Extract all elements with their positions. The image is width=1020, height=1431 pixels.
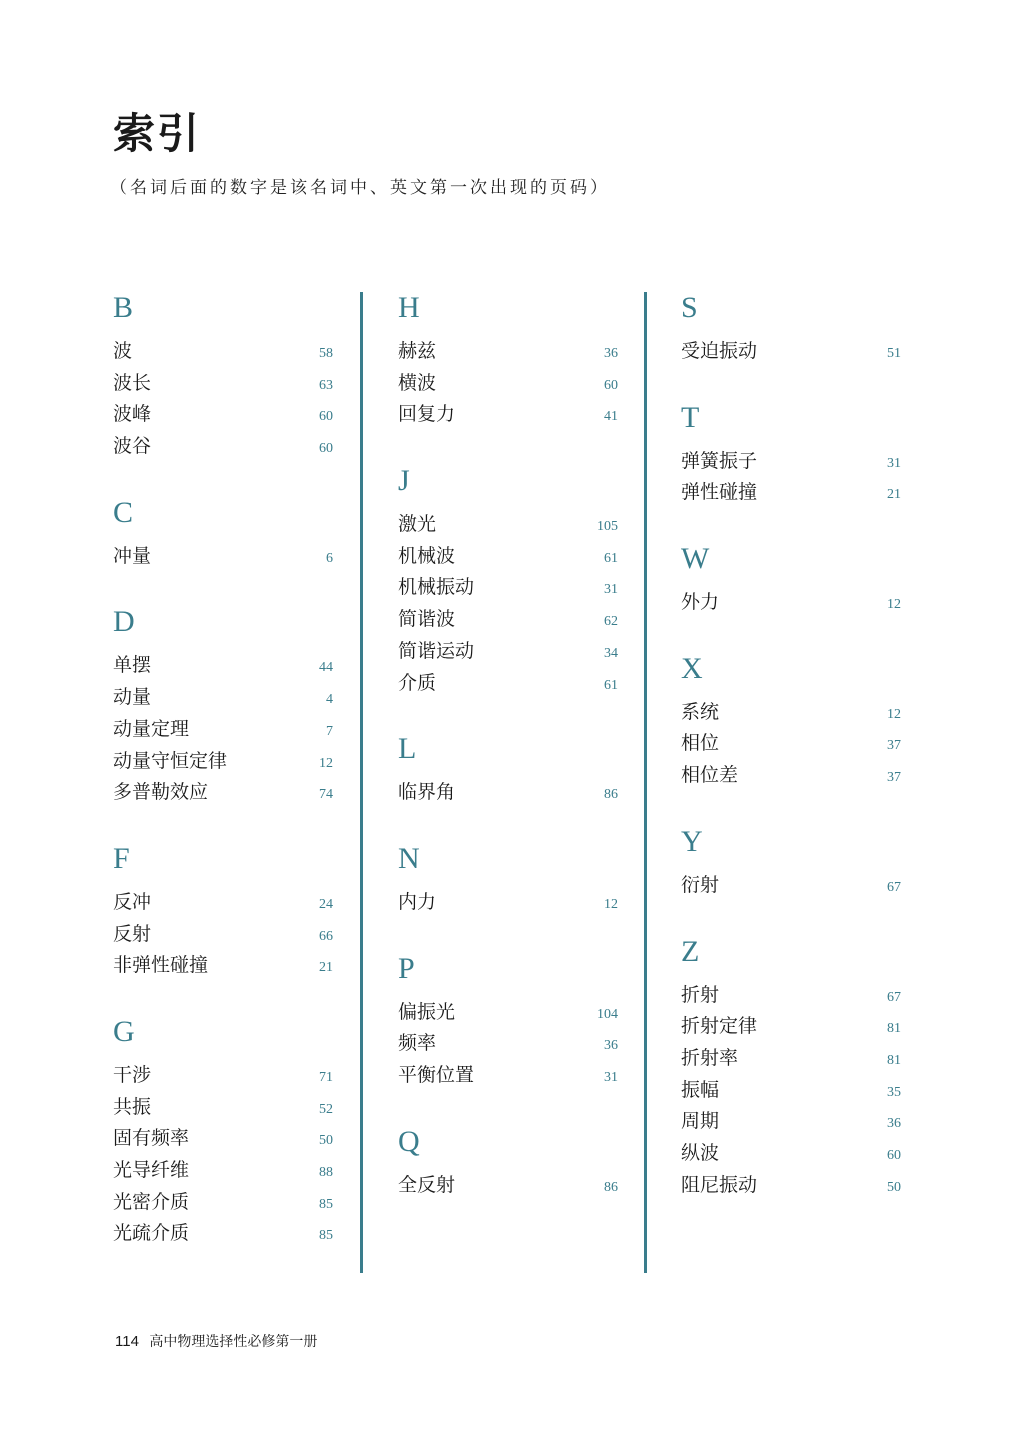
index-section xyxy=(113,1014,333,1250)
index-entry xyxy=(681,1138,901,1170)
index-entry xyxy=(681,446,901,478)
section-letter-heading: N xyxy=(398,841,420,875)
index-page-number: 31 xyxy=(604,1069,618,1085)
index-section xyxy=(398,463,618,699)
index-entry xyxy=(113,1092,333,1124)
index-term: 光疏介质 xyxy=(113,1222,190,1245)
index-page-number: 35 xyxy=(887,1084,901,1100)
index-entry xyxy=(681,728,901,760)
index-entry xyxy=(681,760,901,792)
column-divider xyxy=(644,292,647,1273)
index-page-number: 36 xyxy=(604,346,618,361)
index-page-number: 67 xyxy=(887,989,901,1005)
index-term: 频率 xyxy=(398,1032,437,1055)
index-section xyxy=(398,290,618,431)
index-page-number: 7 xyxy=(326,723,333,739)
index-entry xyxy=(398,636,618,668)
index-section xyxy=(113,841,333,982)
index-term: 简谐波 xyxy=(398,608,456,631)
index-entry xyxy=(113,650,333,682)
index-entry xyxy=(398,541,618,573)
index-entry xyxy=(113,1155,333,1187)
index-page-number: 85 xyxy=(319,1196,333,1212)
footer-book-title: 高中物理选择性必修第一册 xyxy=(149,1334,318,1350)
index-term: 相位 xyxy=(681,732,720,755)
index-page-number: 36 xyxy=(887,1116,901,1132)
index-entry xyxy=(681,1075,901,1107)
index-page-number: 58 xyxy=(319,346,333,361)
index-term: 内力 xyxy=(398,890,437,913)
index-page-number: 37 xyxy=(887,770,901,786)
index-page-number: 66 xyxy=(319,928,333,944)
index-entry xyxy=(681,980,901,1012)
section-letter-heading: D xyxy=(113,605,135,639)
index-page-number: 61 xyxy=(604,677,618,693)
index-entry xyxy=(398,997,618,1029)
index-term: 阻尼振动 xyxy=(681,1173,758,1196)
index-entry xyxy=(398,1170,618,1202)
index-page-number: 34 xyxy=(604,645,618,661)
index-entry xyxy=(681,587,901,619)
section-letter-heading: Z xyxy=(681,934,700,968)
index-entry xyxy=(398,336,618,368)
index-term: 固有频率 xyxy=(113,1127,190,1150)
index-term: 光密介质 xyxy=(113,1190,190,1213)
index-page-number: 4 xyxy=(326,692,333,708)
index-term: 冲量 xyxy=(113,544,152,567)
index-page-number: 24 xyxy=(319,896,333,912)
index-section xyxy=(398,951,618,1092)
index-page-number: 51 xyxy=(887,346,901,361)
index-entry xyxy=(113,541,333,573)
index-page-number: 21 xyxy=(887,487,901,503)
index-entry xyxy=(113,431,333,463)
index-term: 动量 xyxy=(113,686,152,709)
index-section xyxy=(113,495,333,573)
index-section xyxy=(681,400,901,509)
index-entry xyxy=(113,746,333,778)
index-term: 偏振光 xyxy=(398,1000,456,1023)
section-letter-heading: G xyxy=(113,1014,135,1048)
index-column-3 xyxy=(681,290,901,1233)
index-page-number: 105 xyxy=(597,519,618,535)
index-entry xyxy=(398,668,618,700)
index-section xyxy=(113,604,333,808)
index-entry xyxy=(681,1106,901,1138)
index-term: 平衡位置 xyxy=(398,1063,475,1086)
index-term: 周期 xyxy=(681,1110,720,1133)
section-letter-heading: X xyxy=(681,651,703,685)
section-letter-heading: Y xyxy=(681,824,703,858)
index-entry xyxy=(113,368,333,400)
column-divider xyxy=(360,292,363,1273)
index-entry xyxy=(113,950,333,982)
index-term: 动量守恒定律 xyxy=(113,749,228,772)
index-entry xyxy=(113,714,333,746)
index-term: 波 xyxy=(113,340,133,362)
index-page-number: 52 xyxy=(319,1101,333,1117)
index-page-number: 62 xyxy=(604,614,618,630)
index-term: 机械振动 xyxy=(398,576,475,599)
index-page-number: 104 xyxy=(597,1006,618,1022)
index-entry xyxy=(398,368,618,400)
section-letter-heading: P xyxy=(398,951,415,985)
index-entry xyxy=(113,919,333,951)
index-term: 共振 xyxy=(113,1095,152,1118)
index-page-number: 12 xyxy=(319,755,333,771)
index-section xyxy=(681,290,901,368)
section-letter-heading: T xyxy=(681,400,700,434)
index-column-1 xyxy=(113,290,333,1282)
index-entry xyxy=(113,1218,333,1250)
index-term: 反射 xyxy=(113,922,152,945)
index-page-number: 63 xyxy=(319,377,333,393)
section-letter-heading: B xyxy=(113,291,134,324)
index-page-number: 60 xyxy=(604,377,618,393)
page-title: 索引 xyxy=(113,109,202,158)
index-page-number: 74 xyxy=(319,787,333,803)
index-section xyxy=(398,1124,618,1202)
index-term: 弹簧振子 xyxy=(681,449,758,472)
index-term: 受迫振动 xyxy=(681,340,758,362)
index-section xyxy=(398,731,618,809)
index-term: 全反射 xyxy=(398,1173,456,1196)
index-entry xyxy=(681,1011,901,1043)
section-letter-heading: C xyxy=(113,495,134,529)
index-page-number: 86 xyxy=(604,1179,618,1195)
index-entry xyxy=(681,870,901,902)
index-term: 临界角 xyxy=(398,781,456,804)
index-term: 折射率 xyxy=(681,1046,739,1069)
section-letter-heading: W xyxy=(681,542,710,576)
index-page-number: 81 xyxy=(887,1052,901,1068)
index-term: 动量定理 xyxy=(113,717,190,740)
index-term: 机械波 xyxy=(398,544,456,567)
page-footer xyxy=(115,1332,317,1352)
index-term: 衍射 xyxy=(681,873,720,896)
index-term: 简谐运动 xyxy=(398,639,475,662)
index-page-number: 81 xyxy=(887,1021,901,1037)
index-entry xyxy=(113,399,333,431)
index-page-number: 37 xyxy=(887,738,901,754)
index-section xyxy=(681,651,901,792)
section-letter-heading: H xyxy=(398,291,420,324)
index-term: 折射 xyxy=(681,983,720,1006)
index-entry xyxy=(113,1187,333,1219)
index-term: 波峰 xyxy=(113,403,152,426)
index-page-number: 21 xyxy=(319,960,333,976)
section-letter-heading: Q xyxy=(398,1124,420,1158)
index-term: 单摆 xyxy=(113,654,152,677)
index-entry xyxy=(113,1123,333,1155)
index-page-number: 41 xyxy=(604,409,618,425)
index-term: 波长 xyxy=(113,371,152,394)
index-column-2 xyxy=(398,290,618,1233)
index-term: 非弹性碰撞 xyxy=(113,954,209,977)
index-page-number: 60 xyxy=(319,441,333,457)
index-entry xyxy=(681,477,901,509)
index-page-number: 50 xyxy=(319,1133,333,1149)
index-term: 纵波 xyxy=(681,1141,720,1164)
index-entry xyxy=(681,336,901,368)
page-subtitle: （名词后面的数字是该名词中、英文第一次出现的页码） xyxy=(110,178,610,198)
section-letter-heading: S xyxy=(681,291,698,324)
index-entry xyxy=(398,509,618,541)
index-entry xyxy=(113,887,333,919)
index-term: 激光 xyxy=(398,513,437,536)
index-term: 回复力 xyxy=(398,403,456,426)
index-term: 波谷 xyxy=(113,435,152,458)
index-entry xyxy=(681,697,901,729)
index-entry xyxy=(398,604,618,636)
index-entry xyxy=(398,887,618,919)
index-term: 弹性碰撞 xyxy=(681,481,758,504)
index-page-number: 12 xyxy=(887,706,901,722)
index-entry xyxy=(398,1060,618,1092)
index-term: 光导纤维 xyxy=(113,1159,190,1181)
index-term: 介质 xyxy=(398,671,437,694)
index-entry xyxy=(398,399,618,431)
index-entry xyxy=(113,682,333,714)
index-page-number: 85 xyxy=(319,1228,333,1244)
index-entry xyxy=(398,1028,618,1060)
index-section xyxy=(681,541,901,619)
index-term: 多普勒效应 xyxy=(113,781,209,804)
section-letter-heading: F xyxy=(113,841,130,875)
index-page-number: 6 xyxy=(326,550,333,566)
index-section xyxy=(398,841,618,919)
index-page-number: 31 xyxy=(887,455,901,471)
index-entry xyxy=(113,777,333,809)
index-section xyxy=(681,824,901,902)
index-page-number: 60 xyxy=(887,1147,901,1163)
index-term: 系统 xyxy=(681,700,720,723)
index-section xyxy=(681,934,901,1202)
index-term: 折射定律 xyxy=(681,1015,758,1038)
index-term: 振幅 xyxy=(681,1078,720,1101)
index-section xyxy=(113,290,333,463)
index-page-number: 50 xyxy=(887,1179,901,1195)
index-term: 干涉 xyxy=(113,1063,152,1086)
index-page-number: 71 xyxy=(319,1069,333,1085)
index-entry xyxy=(681,1170,901,1202)
index-entry xyxy=(398,572,618,604)
index-page-number: 36 xyxy=(604,1038,618,1054)
section-letter-heading: J xyxy=(398,464,410,498)
index-page-number: 88 xyxy=(319,1165,333,1180)
index-entry xyxy=(681,1043,901,1075)
index-term: 横波 xyxy=(398,371,437,394)
index-page-number: 61 xyxy=(604,550,618,566)
section-letter-heading: L xyxy=(398,732,417,766)
index-page-number: 67 xyxy=(887,879,901,895)
index-entry xyxy=(398,777,618,809)
index-page-number: 31 xyxy=(604,582,618,598)
index-entry xyxy=(113,1060,333,1092)
index-page-number: 44 xyxy=(319,660,333,676)
footer-page-number: 114 xyxy=(115,1333,139,1350)
index-term: 反冲 xyxy=(113,890,152,913)
index-page-number: 12 xyxy=(604,896,618,912)
index-term: 外力 xyxy=(681,591,720,614)
index-term: 赫兹 xyxy=(398,340,437,362)
index-page-number: 60 xyxy=(319,409,333,425)
index-page-number: 12 xyxy=(887,597,901,613)
index-entry xyxy=(113,336,333,368)
index-term: 相位差 xyxy=(681,764,739,787)
index-page-number: 86 xyxy=(604,787,618,803)
